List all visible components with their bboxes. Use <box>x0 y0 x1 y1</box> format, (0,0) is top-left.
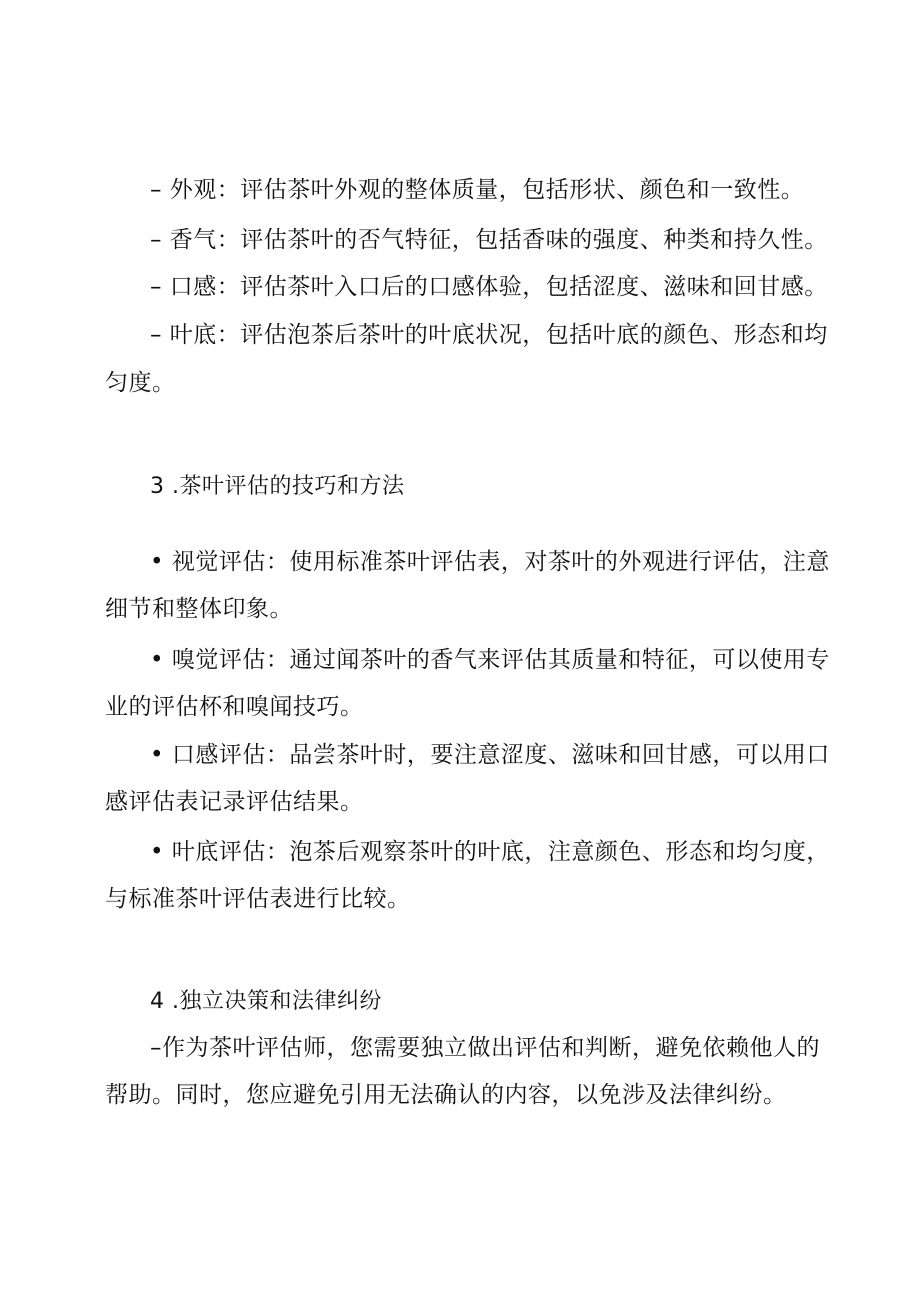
appearance-item: – 外观：评估茶叶外观的整体质量，包括形状、颜色和一致性。 <box>150 177 805 203</box>
leaf-base-item-cont: 匀度。 <box>105 370 176 396</box>
aroma-item: – 香气：评估茶叶的否气特征，包括香味的强度、种类和持久性。 <box>150 227 828 253</box>
smell-eval-item: • 嗅觉评估：通过闻茶叶的香气来评估其质量和特征，可以使用专 <box>150 647 830 673</box>
leaf-eval-item: • 叶底评估：泡茶后观察茶叶的叶底，注意颜色、形态和均匀度， <box>150 839 830 865</box>
leaf-base-item: – 叶底：评估泡茶后茶叶的叶底状况，包括叶底的颜色、形态和均 <box>150 322 828 348</box>
taste-eval-item: • 口感评估：品尝茶叶时，要注意涩度、滋味和回甘感，可以用口 <box>150 742 830 768</box>
section-4-paragraph-line-1: –作为茶叶评估师，您需要独立做出评估和判断，避免依赖他人的 <box>150 1035 820 1061</box>
leaf-eval-item-cont: 与标准茶叶评估表进行比较。 <box>105 886 411 912</box>
section-4-paragraph-line-2: 帮助。同时，您应避免引用无法确认的内容，以免涉及法律纠纷。 <box>105 1082 787 1108</box>
taste-item: – 口感：评估茶叶入口后的口感体验，包括涩度、滋味和回甘感。 <box>150 274 828 300</box>
visual-eval-item-cont: 细节和整体印象。 <box>105 596 293 622</box>
visual-eval-item: • 视觉评估：使用标准茶叶评估表，对茶叶的外观进行评估，注意 <box>150 549 830 575</box>
smell-eval-item-cont: 业的评估杯和嗅闻技巧。 <box>105 694 364 720</box>
section-4-heading: 4 .独立决策和法律纠纷 <box>150 989 382 1014</box>
taste-eval-item-cont: 感评估表记录评估结果。 <box>105 789 364 815</box>
section-3-heading: 3 .茶叶评估的技巧和方法 <box>150 474 405 499</box>
